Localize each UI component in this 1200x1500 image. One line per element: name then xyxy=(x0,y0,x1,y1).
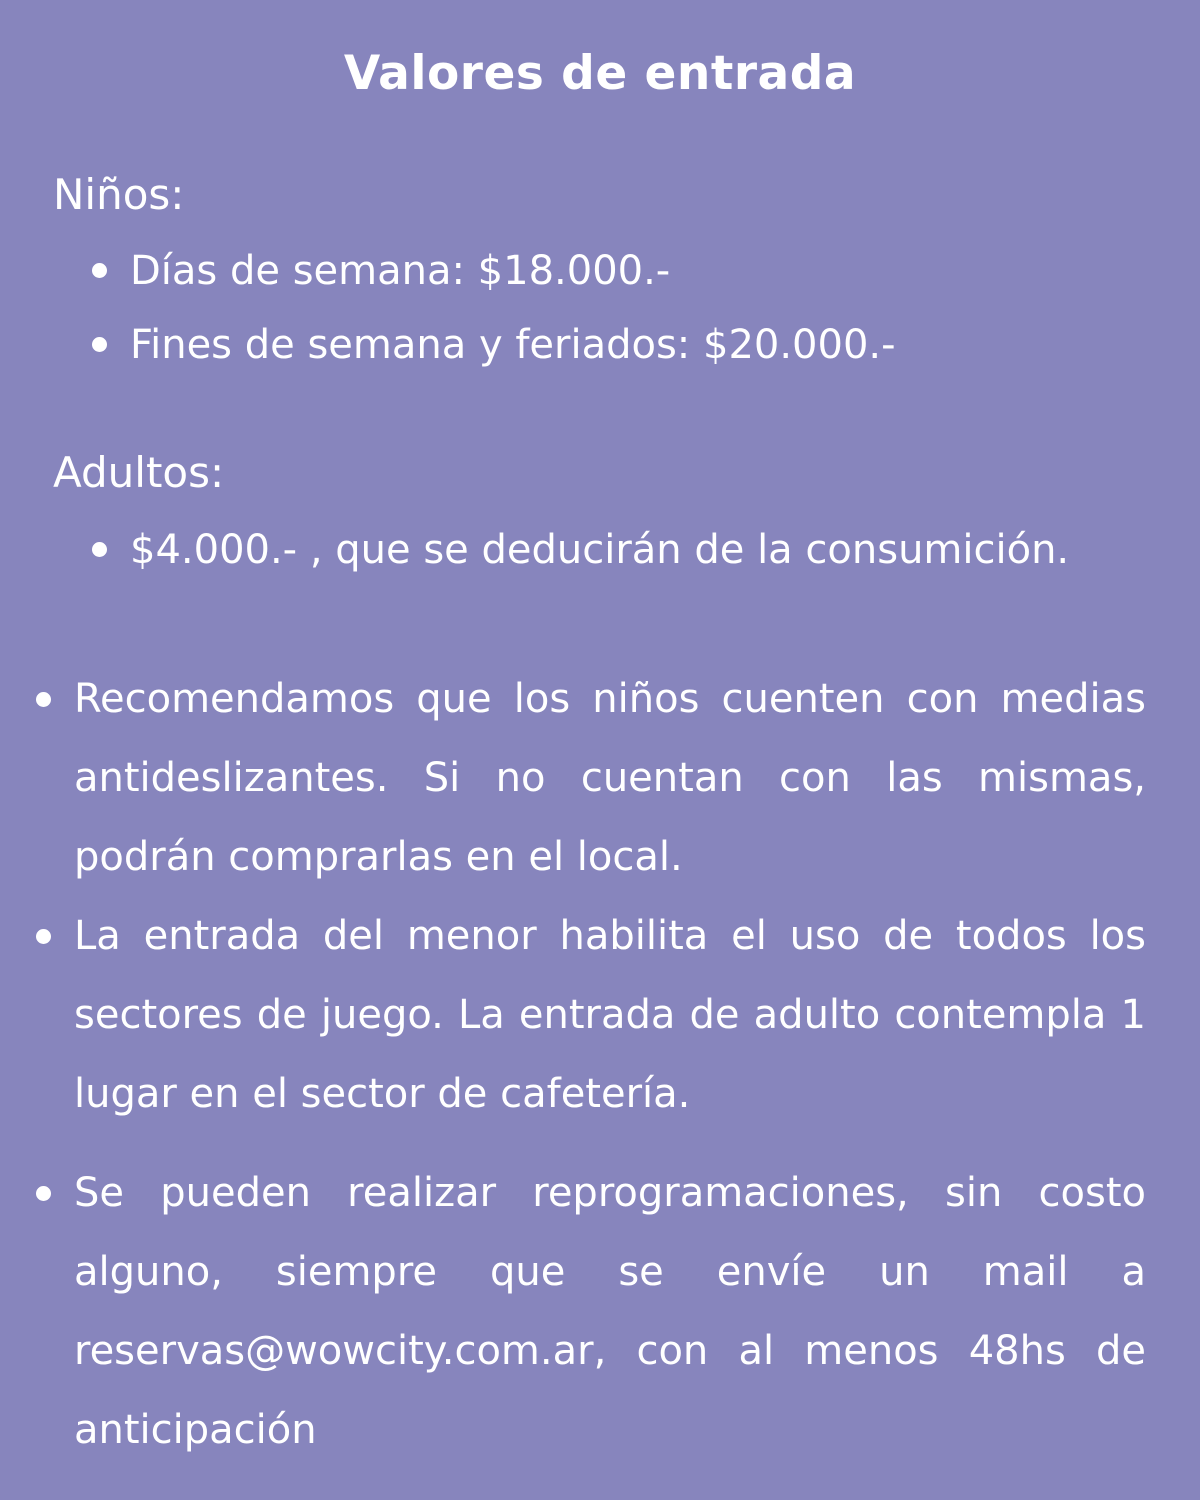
bullet-icon xyxy=(36,692,51,707)
price-weekday: Días de semana: $18.000.- xyxy=(130,248,671,294)
note-reschedule xyxy=(36,1154,1146,1470)
price-adult: $4.000.- , que se deducirán de la consumición. xyxy=(130,527,1070,573)
notes-list xyxy=(36,660,1146,1470)
bullet-icon xyxy=(36,929,51,944)
note-text: Recomendamos que los niños cuenten con medias antideslizantes. Si no cuentan con las mismas, podrán comprarlas en el local. xyxy=(74,676,1146,880)
ninos-price-list xyxy=(92,234,896,382)
list-item xyxy=(92,513,1069,587)
bullet-icon xyxy=(36,1186,51,1201)
adultos-label: Adultos: xyxy=(53,448,225,497)
list-item xyxy=(92,234,896,308)
note-socks xyxy=(36,660,1146,897)
bullet-icon xyxy=(92,542,107,557)
ninos-label: Niños: xyxy=(53,170,185,219)
adultos-price-list xyxy=(92,513,1069,587)
note-entry xyxy=(36,897,1146,1134)
list-item xyxy=(92,308,896,382)
bullet-icon xyxy=(92,263,107,278)
price-weekend: Fines de semana y feriados: $20.000.- xyxy=(130,322,896,368)
note-text: La entrada del menor habilita el uso de todos los sectores de juego. La entrada de adulto contempla 1 lugar en el sector de cafetería. xyxy=(74,913,1146,1117)
note-text: Se pueden realizar reprogramaciones, sin costo alguno, siempre que se envíe un mail a reservas@wowcity.com.ar, con al menos 48hs de anticipación xyxy=(74,1170,1146,1453)
page-title: Valores de entrada xyxy=(343,46,857,101)
bullet-icon xyxy=(92,337,107,352)
